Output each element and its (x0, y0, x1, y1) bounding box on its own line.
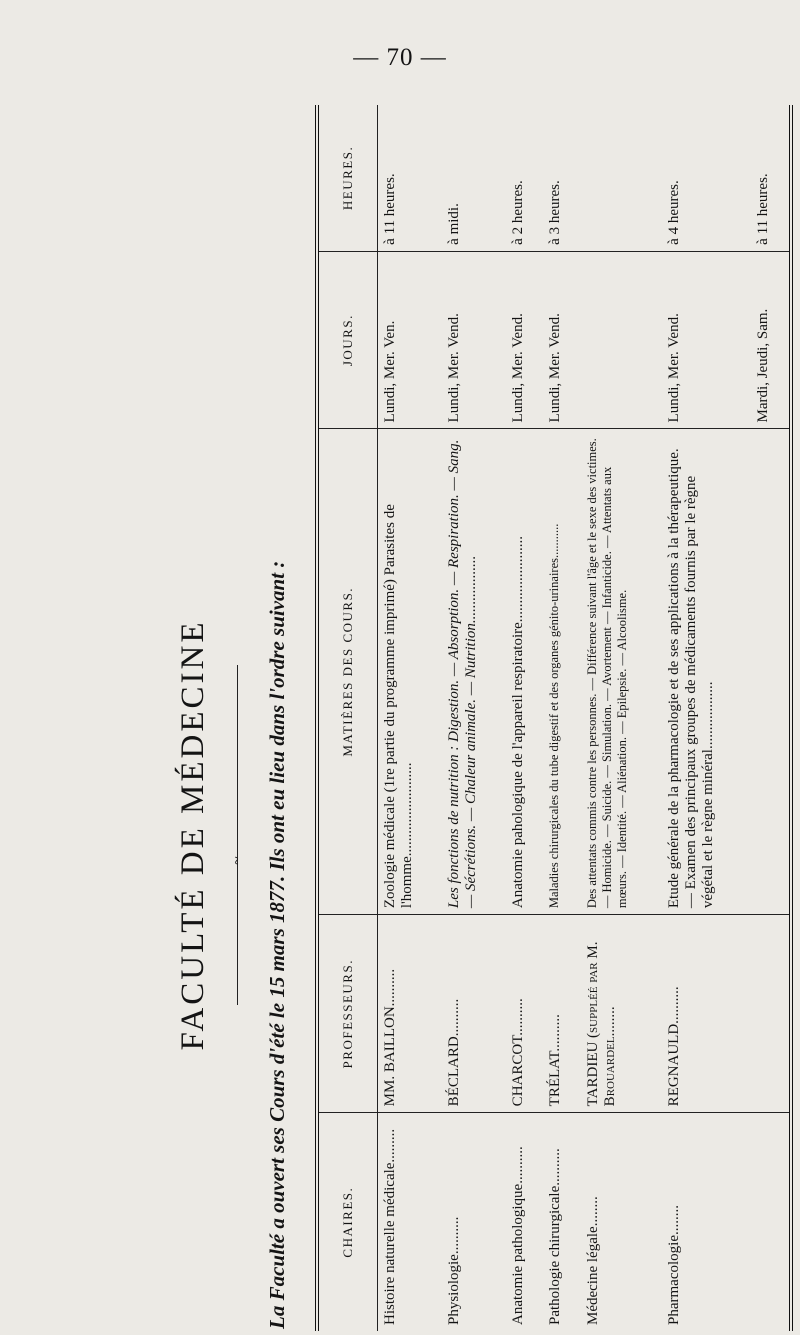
cell-jours: Lundi, Mer. Vend. (442, 251, 506, 429)
cell-professeur: BÉCLARD.......... (442, 915, 506, 1113)
cell-chaire: Pathologie chirurgicale.......... (547, 1148, 564, 1325)
course-table (315, 105, 793, 1331)
cell-matiere: Des attentats commis contre les personnes. — Différence suivant l'âge et le sexe des victimes. — Homicide. — Suicide. — Simulation. — Avortement — Infanticide. — Attentats aux mœurs. — Identité. — Aliénation. — Epilepsie. — Alcoolisme. (581, 429, 661, 915)
cell-professeur: MM. BAILLON.......... (378, 915, 442, 1113)
cell-professeur: TRÉLAT.......... (543, 915, 581, 1113)
cell-chaire (751, 1113, 789, 1331)
cell-matiere: Zoologie médicale (1re partie du programme imprimé) Parasites de l'homme......................... (378, 429, 442, 915)
cell-heures: à 11 heures. (378, 105, 442, 251)
cell-matiere: Les fonctions de nutrition : Digestion. — Absorption. — Respiration. — Sang. — Sécrétions. — Chaleur animale. — Nutrition.................. (442, 429, 506, 915)
page-number: — 70 — (353, 44, 447, 71)
cell-matiere (751, 429, 789, 915)
cell-matiere: Etude générale de la pharmacologie et de ses applications à la thérapeutique. — Examen des principaux groupes de médicaments fournis par le règne végétal et le règne minéral.................. (662, 429, 751, 915)
subtitle: La Faculté a ouvert ses Cours d'été le 15 mars 1877. Ils ont eu lieu dans l'ordre suivant : (265, 560, 289, 1329)
cell-heures: à 2 heures. (506, 105, 544, 251)
cell-chaire: Physiologie.......... (445, 1216, 462, 1325)
cell-chaire: Médecine légale........ (585, 1196, 602, 1325)
cell-jours: Lundi, Mer. Vend. (506, 251, 544, 429)
table-row (581, 105, 661, 1331)
header-professeurs: PROFESSEURS. (319, 915, 378, 1113)
header-chaires: CHAIRES. (319, 1113, 378, 1331)
page-title: FACULTÉ DE MÉDECINE (175, 619, 211, 1051)
cell-professeur: TARDIEU (suppléé par M. Brouardel........ (581, 915, 661, 1113)
cell-professeur: REGNAULD.......... (662, 915, 751, 1113)
cell-heures: à midi. (442, 105, 506, 251)
table-row (506, 105, 544, 1331)
cell-jours: Lundi, Mer. Ven. (378, 251, 442, 429)
header-matieres: MATIÈRES DES COURS. (319, 429, 378, 915)
cell-chaire: Histoire naturelle médicale......... (382, 1128, 398, 1325)
cell-heures (581, 105, 661, 251)
cell-jours: Lundi, Mer. Vend. (543, 251, 581, 429)
title-rule (237, 665, 238, 1005)
cell-heures: à 4 heures. (662, 105, 751, 251)
cell-matiere: Anatomie pahologique de l'appareil respiratoire....................... (506, 429, 544, 915)
cell-heures: à 3 heures. (543, 105, 581, 251)
table-row (378, 105, 442, 1331)
rotated-content (155, 95, 795, 1335)
header-jours: JOURS. (319, 251, 378, 429)
cell-professeur (751, 915, 789, 1113)
table-row (662, 105, 751, 1331)
cell-jours (581, 251, 661, 429)
cell-professeur: CHARCOT.......... (506, 915, 544, 1113)
header-row (319, 105, 378, 1331)
cell-heures: à 11 heures. (751, 105, 789, 251)
cell-chaire: Pharmacologie........ (665, 1205, 682, 1325)
cell-jours: Lundi, Mer. Vend. (662, 251, 751, 429)
cell-jours: Mardi, Jeudi, Sam. (751, 251, 789, 429)
ornament-icon: ~ (229, 856, 246, 865)
cell-matiere: Maladies chirurgicales du tube digestif et des organes génito-urinaires........... (543, 429, 581, 915)
table-row (543, 105, 581, 1331)
table-row (442, 105, 506, 1331)
header-heures: HEURES. (319, 105, 378, 251)
cell-chaire: Anatomie pathologique.......... (509, 1146, 526, 1325)
table-row (751, 105, 789, 1331)
